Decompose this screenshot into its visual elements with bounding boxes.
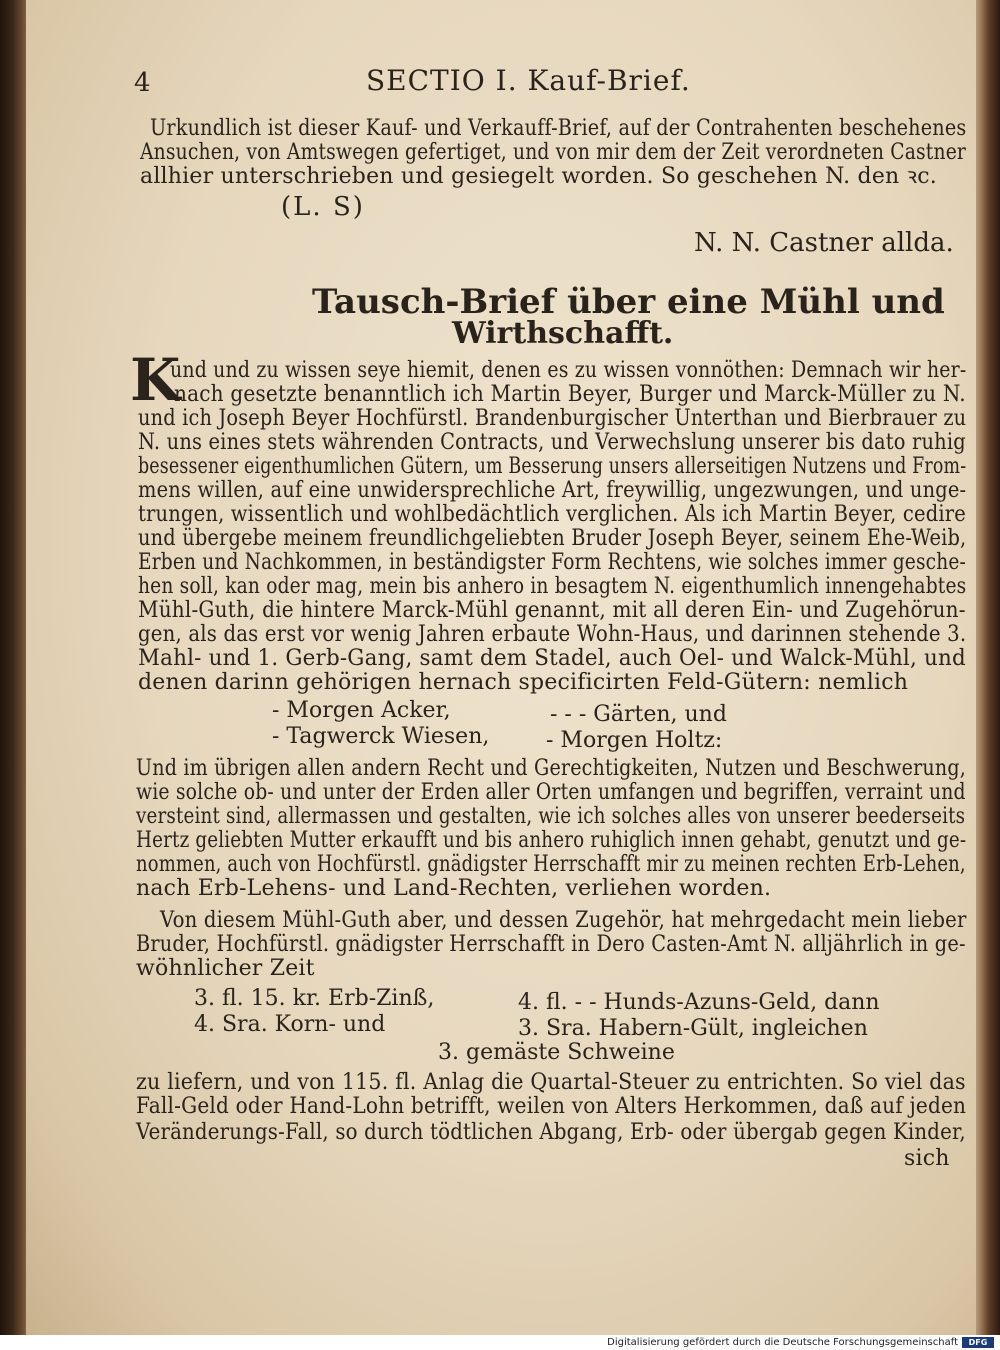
body-line: Erben und Nachkommen, in beständigster Form Rechtens, wie solches immer gesche-	[138, 550, 967, 575]
body-line: Mahl- und 1. Gerb-Gang, samt dem Stadel, auch Oel- und Walck-Mühl, und	[138, 646, 966, 671]
body-line: hen soll, kan oder mag, mein bis anhero in besagtem N. eigenthumlich innengehabtes	[138, 574, 967, 599]
seal-mark: (L. S)	[281, 192, 365, 222]
running-header: SECTIO I. Kauf-Brief.	[366, 64, 691, 97]
body-line: besessener eigenthumlichen Gütern, um Besserung unsers allerseitigen Nutzens und From-	[138, 454, 967, 479]
section-title-cont: Wirthschafft.	[452, 316, 674, 351]
body-line: Hertz geliebten Mutter erkaufft und bis anhero ruhiglich innen gehabt, genutzt und ge-	[136, 828, 967, 853]
intro-line: Ansuchen, von Amtswegen gefertiget, und von mir dem der Zeit verordneten Castner	[140, 140, 967, 165]
list-item: - Tagwerck Wiesen,	[272, 724, 490, 749]
list-item: 4. Sra. Korn- und	[194, 1012, 386, 1037]
page-number: 4	[134, 68, 151, 98]
body-line: nach gesetzte benanntlich ich Martin Beyer, Burger und Marck-Müller zu N.	[174, 382, 966, 407]
footer-credit: Digitalisierung gefördert durch die Deutsche Forschungsgemeinschaft	[607, 1337, 958, 1348]
body-line: nach Erb-Lehens- und Land-Rechten, verliehen worden.	[136, 876, 772, 901]
body-line: Fall-Geld oder Hand-Lohn betrifft, weilen von Alters Herkommen, daß auf jeden	[136, 1094, 967, 1119]
body-line: Bruder, Hochfürstl. gnädigster Herrschafft in Dero Casten-Amt N. alljährlich in ge-	[136, 932, 966, 957]
body-line: und und zu wissen seye hiemit, denen es zu wissen vonnöthen: Demnach wir her-	[170, 358, 967, 383]
body-line: zu liefern, und von 115. fl. Anlag die Quartal-Steuer zu entrichten. So viel das	[136, 1070, 966, 1095]
book-binding-right	[972, 0, 1000, 1335]
body-line: Veränderungs-Fall, so durch tödtlichen Abgang, Erb- oder übergab gegen Kinder,	[136, 1120, 966, 1145]
body-line: Und im übrigen allen andern Recht und Gerechtigkeiten, Nutzen und Beschwerung,	[136, 756, 966, 781]
book-page	[26, 0, 976, 1335]
body-line: nommen, auch von Hochfürstl. gnädigster Herrschafft mir zu meinen rechten Erb-Lehen,	[136, 852, 966, 877]
body-line: N. uns eines stets währenden Contracts, und Verwechslung unserer bis dato ruhig	[138, 430, 966, 455]
section-title: Tausch-Brief über eine Mühl und	[312, 282, 945, 322]
intro-line: Urkundlich ist dieser Kauf- und Verkauff-Brief, auf der Contrahenten beschehenes	[150, 116, 967, 141]
list-item: 3. Sra. Habern-Gült, ingleichen	[518, 1016, 868, 1041]
body-line: mens willen, auf eine unwidersprechliche Art, freywillig, ungezwungen, und unge-	[138, 478, 967, 503]
signature: N. N. Castner allda.	[694, 228, 954, 258]
list-item: 3. fl. 15. kr. Erb-Zinß,	[194, 986, 435, 1011]
body-line: Von diesem Mühl-Guth aber, und dessen Zugehör, hat mehrgedacht mein lieber	[160, 908, 967, 933]
body-line: denen darinn gehörigen hernach specificirten Feld-Gütern: nemlich	[138, 670, 909, 695]
intro-line: allhier unterschrieben und gesiegelt worden. So geschehen N. den ꝛc.	[140, 164, 937, 189]
list-item: - Morgen Holtz:	[546, 728, 723, 753]
body-line: und übergebe meinem freundlichgeliebten Bruder Joseph Beyer, seinem Ehe-Weib,	[138, 526, 967, 551]
body-line: Mühl-Guth, die hintere Marck-Mühl genannt, mit all deren Ein- und Zugehörun-	[138, 598, 966, 623]
body-line: und ich Joseph Beyer Hochfürstl. Brandenburgischer Unterthan und Bierbrauer zu	[138, 406, 967, 431]
dfg-logo: DFG	[962, 1337, 994, 1348]
body-line: wie solche ob- und unter der Erden aller Orten umfangen und begriffen, verraint und	[136, 780, 966, 805]
body-line: trungen, wissentlich und wohlbedächtlich verglichen. Als ich Martin Beyer, cedire	[138, 502, 966, 527]
footer-bar	[0, 1335, 1000, 1350]
list-item: 4. fl. - - Hunds-Azuns-Geld, dann	[518, 990, 880, 1015]
body-line: versteint sind, allermassen und gestalten, wie ich solches alles von unserer beederseits	[136, 804, 966, 829]
list-item-centered: 3. gemäste Schweine	[438, 1040, 675, 1065]
catchword: sich	[904, 1146, 950, 1171]
book-binding-left	[0, 0, 28, 1335]
list-item: - Morgen Acker,	[272, 698, 451, 723]
body-line: wöhnlicher Zeit	[136, 956, 315, 981]
body-line: gen, als das erst vor wenig Jahren erbaute Wohn-Haus, und darinnen stehende 3.	[138, 622, 967, 647]
list-item: - - - Gärten, und	[550, 702, 727, 727]
drop-cap: K	[130, 346, 181, 414]
